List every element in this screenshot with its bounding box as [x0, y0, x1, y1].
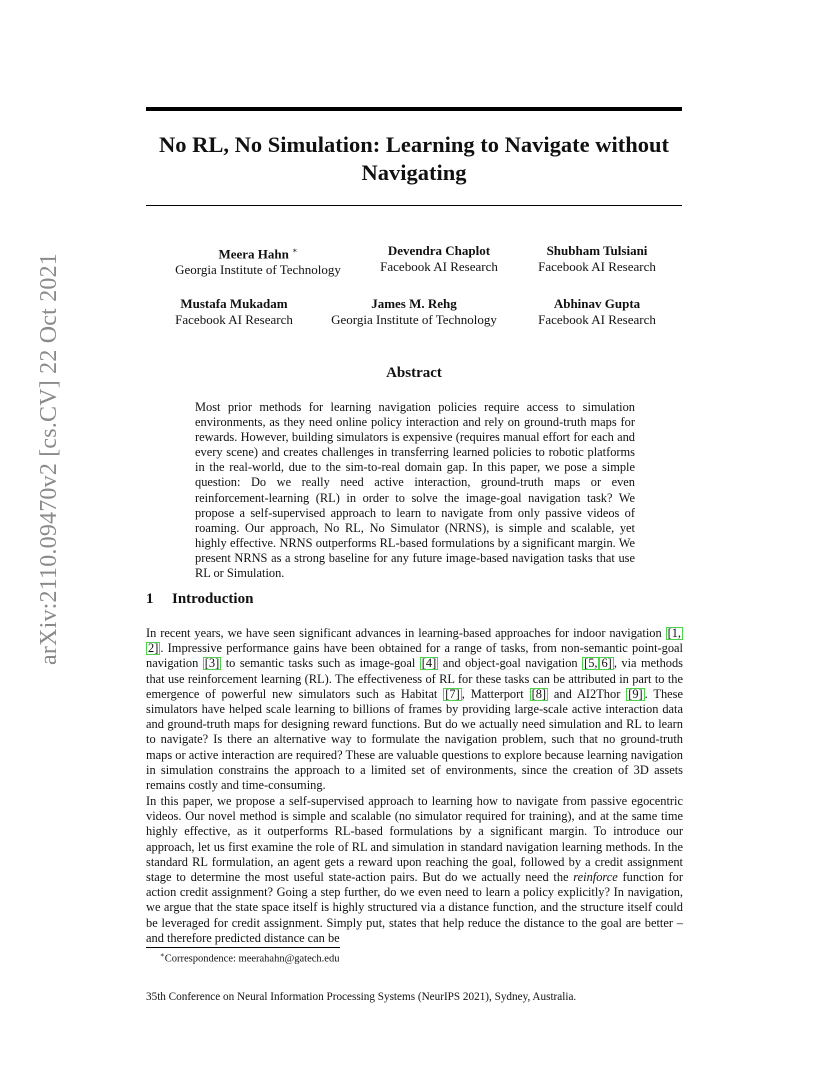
- abstract-text: Most prior methods for learning navigation policies require access to simulation environments, as they need online policy interaction and rely on ground-truth maps for rewards. However, building simulators is expensive (requires manual effort for each and every scene) and creates challenges in transferring learned policies to robotic platforms in the real-world, due to the sim-to-real domain gap. In this paper, we pose a simple question: Do we really need active interaction, ground-truth maps or even reinforcement-learning (RL) in order to solve the image-goal navigation task? We propose a self-supervised approach to learn to navigate from only passive videos of roaming. Our approach, No RL, No Simulator (NRNS), is simple and scalable, yet highly effective. NRNS outperforms RL-based formulations by a significant margin. We present NRNS as a strong baseline for any future image-based navigation tasks that use RL or Simulation.: [195, 400, 635, 581]
- author-name: Devendra Chaplot: [387, 243, 491, 258]
- author-affiliation: Georgia Institute of Technology: [331, 312, 497, 327]
- author-affiliation: Facebook AI Research: [538, 312, 656, 327]
- para-text: , Matterport: [461, 686, 530, 701]
- intro-paragraph-2: [146, 794, 683, 946]
- citation-link[interactable]: [8]: [531, 686, 547, 701]
- footnote-rule: [146, 947, 340, 948]
- author-affiliation: Facebook AI Research: [380, 259, 498, 274]
- para-text: In recent years, we have seen significant advances in learning-based approaches for indoor navigation: [146, 626, 666, 640]
- author-block: [518, 243, 676, 275]
- author-name: Abhinav Gupta: [553, 296, 641, 311]
- arxiv-identifier: arXiv:2110.09470v2 [cs.CV] 22 Oct 2021: [36, 253, 62, 665]
- citation-link[interactable]: 2]: [148, 641, 159, 656]
- author-affiliation: Facebook AI Research: [538, 259, 656, 274]
- emphasis-text: reinforce: [573, 870, 618, 885]
- footnote: [160, 951, 339, 965]
- para-text: to semantic tasks such as image-goal: [221, 656, 420, 671]
- author-affiliation: Georgia Institute of Technology: [175, 262, 341, 278]
- para-text: , via methods that use reinforcement learning (RL). The effectiveness of RL for these tasks can be attributed in part to the emergence of powerful new simulators such as Habitat: [146, 656, 683, 701]
- citation-link[interactable]: [4]: [421, 656, 437, 671]
- footnote-text: Correspondence: meerahahn@gatech.edu: [164, 953, 340, 965]
- abstract-heading: Abstract: [386, 365, 442, 381]
- para-text: . These simulators have helped scale learning to billions of frames by providing large-scale active interaction data and ground-truth maps for designing reward functions. But do we actually need simulation and RL to learn to navigate? Is there an alternative way to formulate the navigation problem, such that no ground-truth maps or active interaction are required? These are valuable questions to explore because learning navigation in simulation constrains the approach to a limited set of environments, since the creation of 3D assets remains costly and time-consuming.: [146, 686, 684, 793]
- para-text: In this paper, we propose a self-supervised approach to learning how to navigate from passive egocentric videos. Our novel method is simple and scalable (no simulator required for training), and at the same time highly effective, as it outperforms RL-based formulations by a significant margin. To introduce our approach, let us first examine the role of RL and simulation in standard navigation learning methods. In the standard RL formulation, an agent gets a reward upon reaching the goal, followed by a credit assignment stage to determine the most useful state-action pairs. But do we actually need the: [146, 794, 683, 885]
- paper-title: No RL, No Simulation: Learning to Navigate without Navigating: [158, 132, 670, 185]
- author-block: [518, 296, 676, 328]
- footnote-mark: ∗: [160, 951, 165, 959]
- venue-note: 35th Conference on Neural Information Processing Systems (NeurIPS 2021), Sydney, Australia.: [146, 991, 577, 1003]
- author-name: James M. Rehg: [371, 296, 457, 311]
- citation-link[interactable]: [9]: [628, 686, 643, 701]
- intro-paragraph-1: [146, 626, 683, 793]
- para-text: . Impressive performance gains have been obtained for a range of tasks, from non-semantic point-goal navigation: [146, 641, 683, 671]
- citation-link[interactable]: [3]: [204, 656, 220, 671]
- author-block: [360, 243, 518, 275]
- citation-link[interactable]: [5,: [584, 656, 598, 671]
- section-number: 1: [146, 591, 154, 607]
- author-block: [158, 243, 358, 278]
- author-block: [314, 296, 514, 328]
- section-heading: [146, 591, 253, 608]
- author-block: [156, 296, 312, 328]
- author-name: Shubham Tulsiani: [546, 243, 648, 258]
- para-text: and AI2Thor: [548, 686, 627, 701]
- author-name: Mustafa Mukadam: [180, 296, 288, 311]
- title-bottom-rule: [146, 205, 682, 206]
- para-text: and object-goal navigation: [438, 656, 583, 671]
- citation-link[interactable]: 6]: [601, 656, 612, 671]
- author-affiliation: Facebook AI Research: [175, 312, 293, 327]
- author-footnote-mark: ∗: [292, 246, 298, 255]
- para-text: function for action credit assignment? Going a step further, do we even need to learn a policy explicitly? In navigation, we argue that the state space itself is highly structured via a distance function, and the structure itself could be leveraged for credit assignment. Simply put, states that help reduce the distance to the goal are better – and therefore predicted distance can be: [146, 870, 683, 945]
- citation-link[interactable]: [1,: [667, 626, 681, 640]
- section-title: Introduction: [172, 591, 254, 607]
- citation-link[interactable]: [7]: [445, 686, 460, 701]
- author-name: Meera Hahn: [218, 246, 289, 262]
- title-top-rule: [146, 107, 682, 111]
